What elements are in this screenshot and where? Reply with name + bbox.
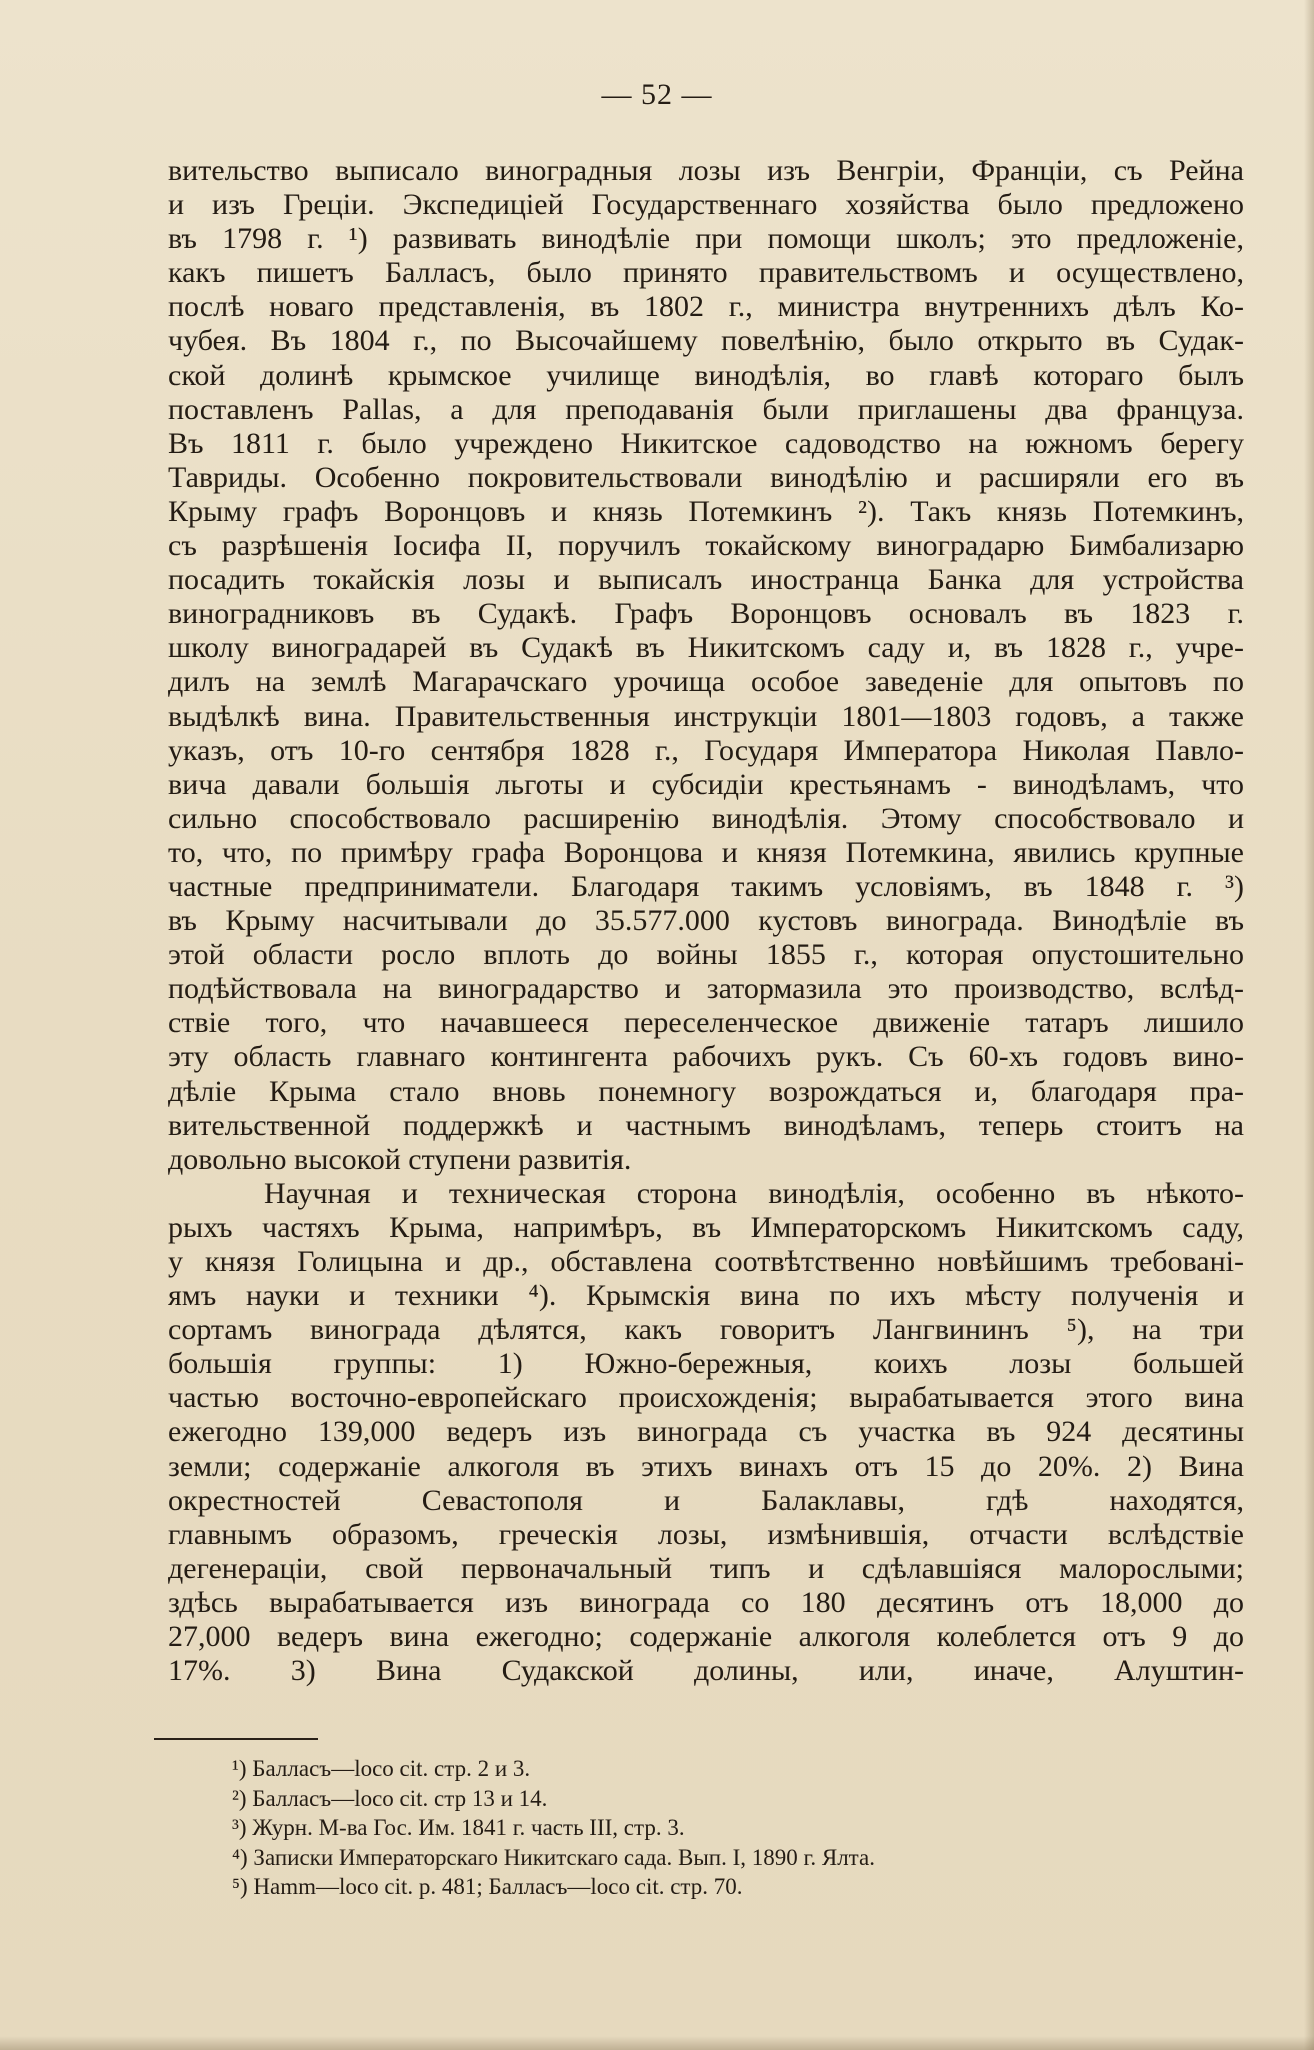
body-line: довольно высокой ступени развитія. [168, 1142, 632, 1176]
page-edge-shadow-right [1304, 0, 1314, 2050]
body-line: окрестностей Севастополя и Балаклавы, гдѣ находятся, [168, 1483, 1244, 1517]
body-line: виноградниковъ въ Судакѣ. Графъ Воронцовъ основалъ въ 1823 г. [168, 597, 1244, 631]
footnote: ²) Балласъ—loco cit. стр 13 и 14. [232, 1785, 548, 1811]
body-line: ежегодно 139,000 ведеръ изъ винограда съ участка въ 924 десятины [168, 1415, 1244, 1449]
body-line: вительственной поддержкѣ и частнымъ винодѣламъ, теперь стоитъ на [168, 1108, 1244, 1142]
body-line: вича давали большія льготы и субсидіи крестьянамъ - винодѣламъ, что [168, 767, 1244, 801]
body-line: эту область главнаго контингента рабочихъ рукъ. Съ 60-хъ годовъ вино- [168, 1040, 1244, 1074]
footnote: ⁴) Записки Императорскаго Никитскаго сада. Вып. I, 1890 г. Ялта. [232, 1844, 875, 1870]
body-line: дилъ на землѣ Магарачскаго урочища особое заведеніе для опытовъ по [168, 665, 1244, 699]
body-line: 27,000 ведеръ вина ежегодно; содержаніе алкоголя колеблется отъ 9 до [168, 1620, 1244, 1654]
body-line: частные предприниматели. Благодаря такимъ условіямъ, въ 1848 г. ³) [168, 869, 1244, 903]
body-line: посадить токайскія лозы и выписалъ иностранца Банка для устройства [168, 563, 1244, 597]
footnote-separator-rule [154, 1738, 318, 1740]
body-line: поставленъ Pallas, а для преподаванія были приглашены два француза. [168, 392, 1244, 426]
page-number: — 52 — [601, 78, 713, 111]
body-line: у князя Голицына и др., обставлена соотвѣтственно новѣйшимъ требовані- [168, 1245, 1244, 1278]
body-line: какъ пишетъ Балласъ, было принято правительствомъ и осуществлено, [168, 256, 1244, 290]
body-line: сортамъ винограда дѣлятся, какъ говоритъ Лангвининъ ⁵), на три [168, 1313, 1244, 1347]
body-line: въ Крыму насчитывали до 35.577.000 кустовъ винограда. Винодѣліе въ [168, 904, 1244, 938]
footnote: ³) Журн. М-ва Гос. Им. 1841 г. часть III, стр. 3. [232, 1815, 685, 1841]
body-line: частью восточно-европейскаго происхожденія; вырабатывается этого вина [168, 1381, 1244, 1415]
body-line: ямъ науки и техники ⁴). Крымскія вина по ихъ мѣсту полученія и [168, 1279, 1244, 1313]
body-line: дегенераціи, свой первоначальный типъ и сдѣлавшіяся малорослыми; [168, 1551, 1244, 1585]
body-line: послѣ новаго представленія, въ 1802 г., министра внутреннихъ дѣлъ Ко- [168, 290, 1244, 324]
body-line: дѣліе Крыма стало вновь понемногу возрождаться и, благодаря пра- [168, 1074, 1244, 1108]
body-line: школу виноградарей въ Судакѣ въ Никитскомъ саду и, въ 1828 г., учре- [168, 631, 1244, 665]
body-line: сильно способствовало расширенію винодѣлія. Этому способствовало и [168, 801, 1244, 835]
footnotes [232, 1754, 1132, 1902]
body-line: здѣсь вырабатывается изъ винограда со 180 десятинъ отъ 18,000 до [168, 1585, 1244, 1619]
body-line: въ 1798 г. ¹) развивать винодѣліе при помощи школъ; это предложеніе, [168, 222, 1244, 256]
body-line: ствіе того, что начавшееся переселенческое движеніе татаръ лишило [168, 1006, 1244, 1040]
body-line: Крыму графъ Воронцовъ и князь Потемкинъ ²). Такъ князь Потемкинъ, [168, 494, 1244, 528]
page-edge-shadow-bottom [0, 2036, 1314, 2050]
body-line: большія группы: 1) Южно-бережныя, коихъ лозы большей [168, 1347, 1244, 1381]
body-line: земли; содержаніе алкоголя въ этихъ винахъ отъ 15 до 20%. 2) Вина [168, 1449, 1244, 1483]
body-line: и изъ Греціи. Экспедиціей Государственнаго хозяйства было предложено [168, 188, 1244, 222]
body-line: чубея. Въ 1804 г., по Высочайшему повелѣнію, было открыто въ Судак- [168, 324, 1244, 358]
body-line: Въ 1811 г. было учреждено Никитское садоводство на южномъ берегу [168, 426, 1244, 460]
body-line: ской долинѣ крымское училище винодѣлія, во главѣ котораго былъ [168, 358, 1244, 392]
body-line: главнымъ образомъ, греческія лозы, измѣнившія, отчасти вслѣдствіе [168, 1517, 1244, 1551]
body-line: 17%. 3) Вина Судакской долины, или, иначе, Алуштин- [168, 1654, 1244, 1688]
body-text [168, 154, 1244, 1688]
body-line: Тавриды. Особенно покровительствовали винодѣлію и расширяли его въ [168, 460, 1244, 494]
body-line: съ разрѣшенія Іосифа II, поручилъ токайскому виноградарю Бимбализарю [168, 529, 1244, 563]
body-line: вительство выписало виноградныя лозы изъ Венгріи, Франціи, съ Рейна [168, 154, 1244, 187]
footnote: ¹) Балласъ—loco cit. стр. 2 и 3. [232, 1756, 531, 1781]
footnote: ⁵) Hamm—loco cit. p. 481; Балласъ—loco cit. стр. 70. [232, 1874, 743, 1900]
body-line: рыхъ частяхъ Крыма, напримѣръ, въ Императорскомъ Никитскомъ саду, [168, 1210, 1244, 1244]
body-line: подѣйствовала на виноградарство и затормазила это производство, вслѣд- [168, 972, 1244, 1006]
body-line: Научная и техническая сторона винодѣлія, особенно въ нѣкото- [264, 1176, 1244, 1210]
body-line: указъ, отъ 10-го сентября 1828 г., Государя Императора Николая Павло- [168, 733, 1244, 767]
body-line: выдѣлкѣ вина. Правительственныя инструкціи 1801—1803 годовъ, а также [168, 699, 1244, 733]
body-line: этой области росло вплоть до войны 1855 г., которая опустошительно [168, 938, 1244, 972]
body-line: то, что, по примѣру графа Воронцова и князя Потемкина, явились крупные [168, 835, 1244, 869]
